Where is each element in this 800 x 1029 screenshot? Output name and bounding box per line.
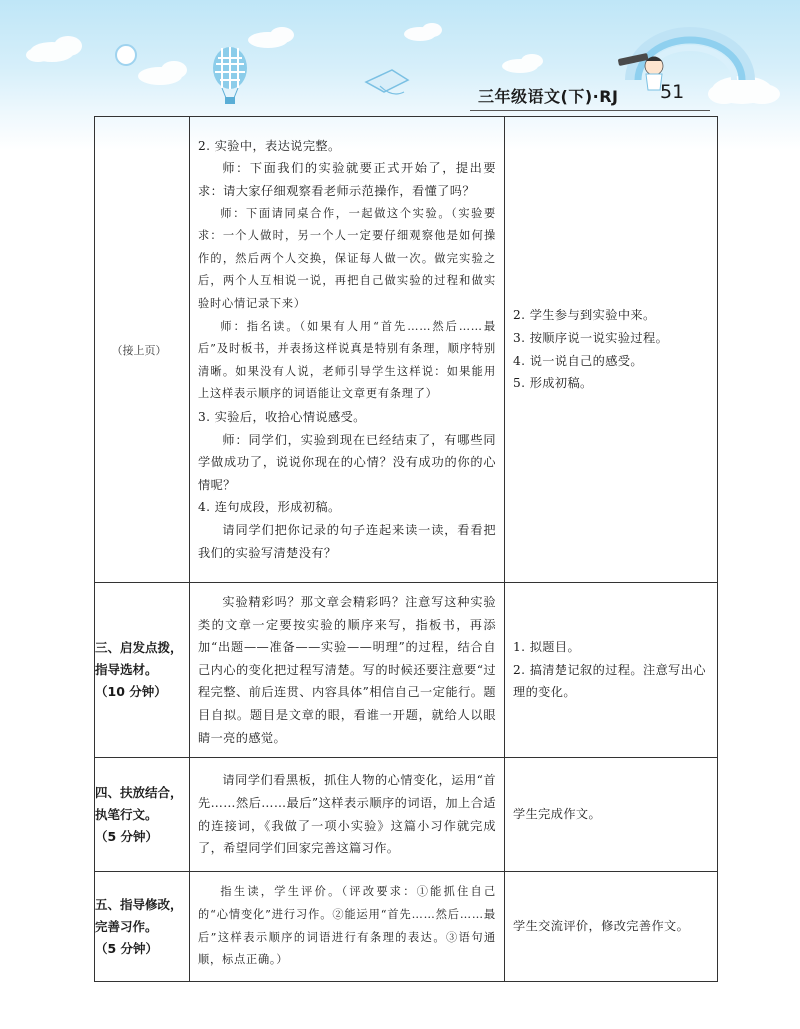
stage-subtitle: 指导选材。 <box>95 662 158 678</box>
stage-cell <box>95 583 190 758</box>
continued-label: （接上页） <box>111 343 167 357</box>
lesson-plan-table <box>94 116 718 982</box>
activity-paragraph: 请同学们看黑板，抓住人物的心情变化，运用“首先……然后……最后”这样表示顺序的词语，加上合适的连接词，《我做了一项小实验》这篇小习作就完成了，希望同学们回家完善这篇习作。 <box>198 773 496 856</box>
stage-duration: （5 分钟） <box>95 828 159 844</box>
cloud-icon <box>26 36 82 62</box>
stage-cell <box>95 117 190 583</box>
student-item: 学生交流评价，修改完善作文。 <box>513 919 690 934</box>
student-activity-cell <box>505 872 718 982</box>
activity-step: 2. 实验中，表达说完整。 <box>198 138 341 153</box>
student-item: 2. 学生参与到实验中来。 <box>513 308 656 323</box>
teacher-activity-cell <box>190 758 505 872</box>
teacher-activity-cell <box>190 583 505 758</box>
student-activity-cell <box>505 758 718 872</box>
activity-paragraph: 师：指名读。（如果有人用“首先……然后……最后”及时板书，并表扬这样说真是特别有条理，顺序特别清晰。如果没有人说，老师引导学生这样说：如果能用上这样表示顺序的词语能让文章更有条理了） <box>198 319 496 401</box>
cloud-icon <box>248 27 294 48</box>
student-item: 4. 说一说自己的感受。 <box>513 353 643 368</box>
kite-icon <box>366 70 408 94</box>
stage-subtitle: 完善习作。 <box>95 918 158 934</box>
student-item: 学生完成作文。 <box>513 807 602 822</box>
student-activity-cell <box>505 583 718 758</box>
student-item: 2. 搞清楚记叙的过程。注意写出心理的变化。 <box>513 662 706 700</box>
table-row <box>95 758 718 872</box>
stage-cell <box>95 872 190 982</box>
stage-title: 三、启发点拨， <box>95 640 183 656</box>
hot-air-balloon-icon <box>213 47 247 104</box>
table-row <box>95 583 718 758</box>
student-item: 3. 按顺序说一说实验过程。 <box>513 330 669 345</box>
activity-paragraph: 师：下面我们的实验就要正式开始了，提出要求：请大家仔细观察看老师示范操作，看懂了吗？ <box>198 161 496 199</box>
student-activity-cell <box>505 117 718 583</box>
stage-title: 四、扶放结合， <box>95 784 183 800</box>
cloud-icon <box>404 23 442 41</box>
stage-cell <box>95 758 190 872</box>
stage-subtitle: 执笔行文。 <box>95 806 158 822</box>
table-row <box>95 872 718 982</box>
student-item: 1. 拟题目。 <box>513 640 581 655</box>
activity-step: 3. 实验后，收拾心情说感受。 <box>198 409 366 424</box>
stage-title: 五、指导修改， <box>95 896 183 912</box>
student-item: 5. 形成初稿。 <box>513 376 593 391</box>
activity-paragraph: 师：同学们，实验到现在已经结束了，有哪些同学做成功了，说说你现在的心情？没有成功的你的心情呢？ <box>198 432 496 492</box>
page-number: 51 <box>660 81 685 103</box>
stage-duration: （10 分钟） <box>95 684 167 700</box>
cloud-icon <box>708 76 780 104</box>
table-row <box>95 117 718 583</box>
activity-paragraph: 实验精彩吗？那文章会精彩吗？注意写这种实验类的文章一定要按实验的顺序来写，指板书，再添加“出题——准备——实验——明理”的过程，结合自己内心的变化把过程写清楚。写的时候还要注意要“过程完整、前后连贯、内容具体”相信自己一定能行。题目自拟。题目是文章的眼，看谁一开题，就给人以眼睛一亮的感觉。 <box>198 595 496 745</box>
activity-paragraph: 请同学们把你记录的句子连起来读一读，看看把我们的实验写清楚没有？ <box>198 522 496 560</box>
cloud-icon <box>138 61 187 85</box>
teacher-activity-cell <box>190 117 505 583</box>
header-divider <box>470 110 710 111</box>
activity-paragraph: 师：下面请同桌合作，一起做这个实验。（实验要求：一个人做时，另一个人一定要仔细观察他是如何操作的，然后两个人交换，保证每人做一次。做完实验之后，两个人互相说一说，再把自己做实验的过程和做实验时心情记录下来） <box>198 206 496 311</box>
activity-step: 4. 连句成段，形成初稿。 <box>198 500 341 515</box>
book-label: 三年级语文(下)·RJ <box>478 87 619 106</box>
activity-paragraph: 指生读，学生评价。（评改要求：①能抓住自己的“心情变化”进行习作。②能运用“首先……然后……最后”这样表示顺序的词语进行有条理的表达。③语句通顺，标点正确。） <box>198 885 496 967</box>
sun-icon <box>116 45 136 65</box>
cloud-icon <box>502 54 543 73</box>
stage-duration: （5 分钟） <box>95 940 159 956</box>
teacher-activity-cell <box>190 872 505 982</box>
